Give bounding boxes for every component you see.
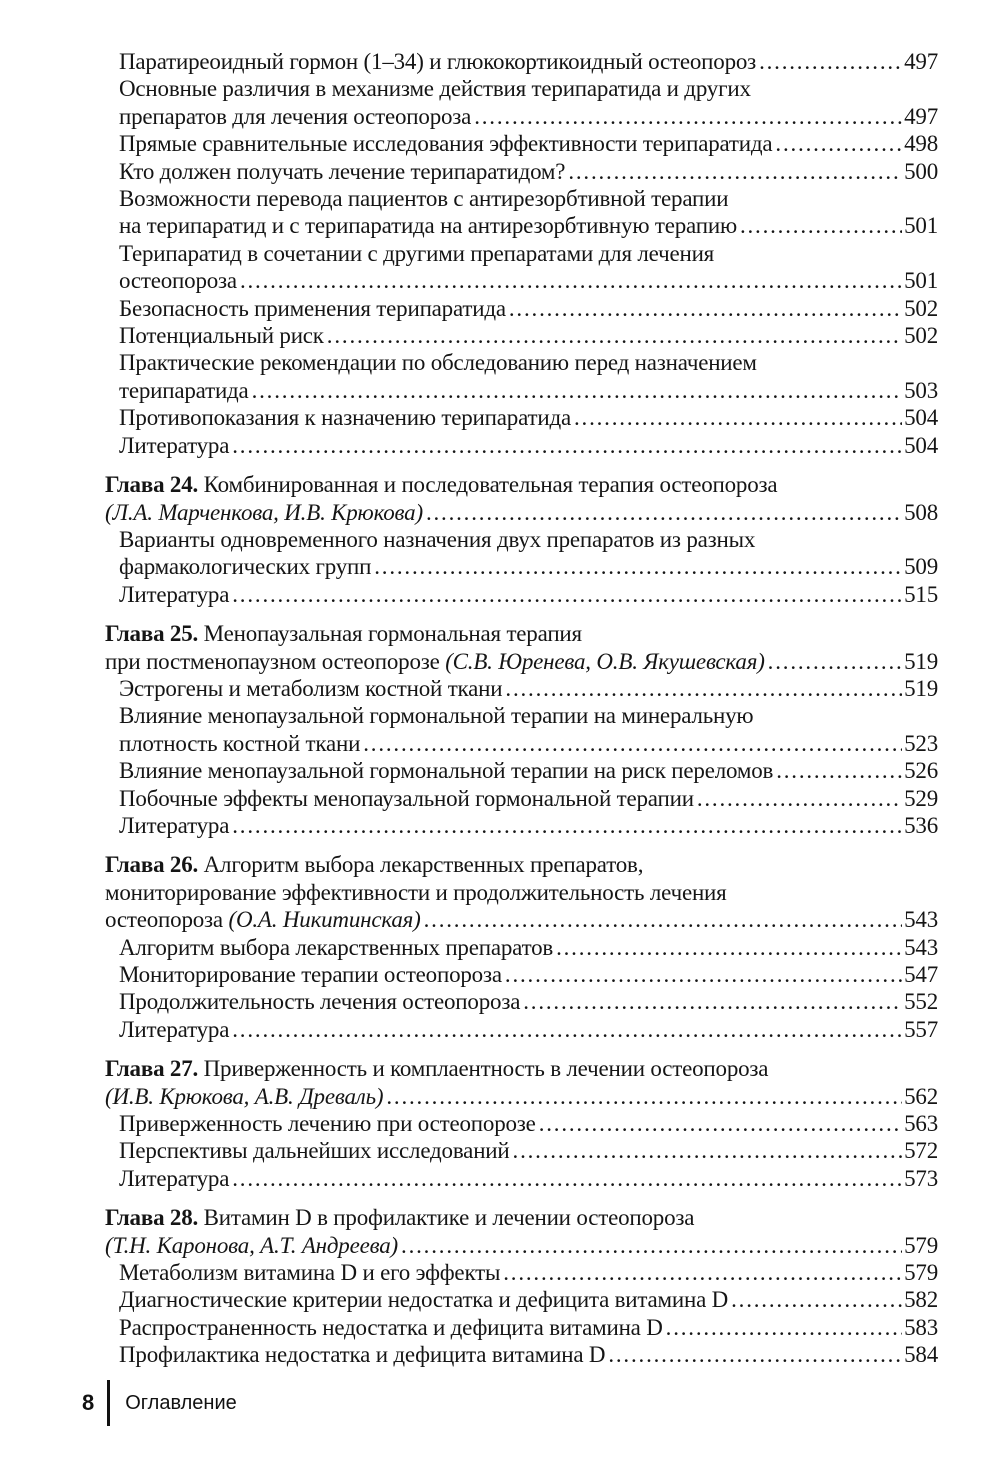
toc-line [119, 757, 938, 784]
toc-page-number: 572 [904, 1138, 938, 1164]
chapter-number-label: Глава 28. [105, 1205, 199, 1231]
toc-line [119, 322, 938, 349]
toc-line [119, 526, 938, 553]
toc-line [105, 471, 938, 498]
title-text: на терипаратид и с терипаратида на антирезорбтивную терапию [119, 213, 737, 239]
title-text: Литература [119, 432, 230, 458]
toc-entry [105, 1259, 938, 1286]
title-text: плотность костной ткани [119, 730, 361, 756]
title-text: Алгоритм выбора лекарственных препаратов [119, 934, 554, 960]
toc-entry [105, 581, 938, 608]
toc-page-number: 497 [904, 103, 938, 129]
toc-entry [105, 1341, 938, 1368]
toc-line-text [119, 812, 229, 839]
toc-page-number: 519 [904, 675, 938, 701]
title-text: Терипаратид в сочетании с другими препаратами для лечения [119, 240, 715, 266]
toc-page-number: 557 [904, 1016, 938, 1042]
toc-line-text [119, 103, 471, 130]
toc-entry [105, 620, 938, 675]
dot-leader [327, 322, 902, 349]
toc-line-text [119, 1016, 229, 1043]
toc-line-text [119, 350, 757, 375]
toc-line [119, 212, 938, 239]
toc-entry [105, 185, 938, 240]
title-text: Литература [119, 812, 230, 838]
toc-entry [105, 349, 938, 404]
title-text: Противопоказания к назначению терипаратида [119, 405, 571, 431]
title-text: Менопаузальная гормональная терапия [198, 621, 582, 647]
title-text: Варианты одновременного назначения двух препаратов из разных [119, 526, 756, 552]
toc-entry [105, 961, 938, 988]
toc-line [119, 988, 938, 1015]
toc-line [105, 879, 938, 906]
title-text: Метаболизм витамина D и его эффекты [119, 1260, 501, 1286]
toc-line-text [119, 988, 520, 1015]
toc-line-text [119, 703, 753, 728]
toc-line-text [105, 1056, 768, 1081]
toc-line [119, 1259, 938, 1286]
title-text: Безопасность применения терипаратида [119, 295, 506, 321]
toc-entry [105, 1286, 938, 1313]
toc-line [119, 702, 938, 729]
toc-page-number: 529 [904, 785, 938, 811]
toc-page-number: 504 [904, 405, 938, 431]
dot-leader [513, 1137, 903, 1164]
toc-line-text [119, 553, 371, 580]
toc-line [105, 1083, 938, 1110]
toc-line-text [119, 130, 772, 157]
title-text: Распространенность недостатка и дефицита витамина D [119, 1314, 663, 1340]
toc-page-number: 583 [904, 1314, 938, 1340]
authors-label: (Т.Н. Каронова, А.Т. Андреева) [105, 1232, 399, 1258]
toc-line [119, 48, 938, 75]
title-text: остеопороза [105, 907, 229, 933]
toc-entry [105, 158, 938, 185]
dot-leader [232, 1016, 902, 1043]
chapter-number-label: Глава 27. [105, 1056, 199, 1082]
toc-line-text [105, 1083, 383, 1110]
toc-line [119, 185, 938, 212]
toc-page-number: 573 [904, 1165, 938, 1191]
title-text: Мониторирование терапии остеопороза [119, 962, 502, 987]
title-text: Витамин D в профилактике и лечении остеопороза [198, 1205, 695, 1231]
dot-leader [775, 130, 902, 157]
toc-line [119, 1314, 938, 1341]
toc-page-number: 501 [904, 213, 938, 239]
title-text: Литература [119, 1165, 230, 1191]
toc-page-number: 504 [904, 432, 938, 458]
dot-leader [697, 785, 902, 812]
dot-leader [666, 1314, 902, 1341]
toc-entry [105, 1055, 938, 1110]
toc-line-text [119, 1165, 229, 1192]
dot-leader [556, 934, 902, 961]
dot-leader [401, 1232, 902, 1259]
toc-entry [105, 1314, 938, 1341]
toc-line [119, 1137, 938, 1164]
toc-line [119, 553, 938, 580]
dot-leader [505, 675, 902, 702]
toc-entry [105, 404, 938, 431]
toc-line-text [105, 852, 643, 877]
dot-leader [768, 648, 902, 675]
toc-line [119, 1016, 938, 1043]
toc-line-text [119, 1314, 663, 1341]
toc-line [119, 103, 938, 130]
toc-line-text [119, 76, 751, 101]
dot-leader [503, 1259, 902, 1286]
toc-page-number: 501 [904, 268, 938, 294]
toc-page-number: 579 [904, 1232, 938, 1258]
dot-leader [252, 377, 903, 404]
toc-entry [105, 1137, 938, 1164]
toc-line-text [105, 906, 421, 933]
dot-leader [568, 158, 902, 185]
toc-line-text [119, 1110, 536, 1137]
toc-entry [105, 1110, 938, 1137]
toc-page-number: 543 [904, 907, 938, 933]
toc-line-text [119, 158, 565, 185]
toc-page-number: 502 [904, 323, 938, 349]
toc-line [105, 851, 938, 878]
toc-line-text [119, 675, 502, 702]
toc-line-text [105, 648, 765, 675]
toc-line [119, 75, 938, 102]
toc-entry [105, 1016, 938, 1043]
toc-entry [105, 322, 938, 349]
toc-page-number: 552 [904, 989, 938, 1015]
toc-page-number: 536 [904, 812, 938, 838]
chapter-number-label: Глава 24. [105, 472, 199, 498]
toc-line-text [119, 581, 229, 608]
title-text: Прямые сравнительные исследования эффективности терипаратида [119, 131, 773, 157]
toc-line [119, 581, 938, 608]
toc-line [119, 240, 938, 267]
toc-line-text [119, 1286, 728, 1313]
dot-leader [232, 581, 902, 608]
dot-leader [759, 48, 902, 75]
toc-line [105, 620, 938, 647]
title-text: Основные различия в механизме действия терипаратида и других [119, 76, 751, 102]
toc-entry [105, 988, 938, 1015]
title-text: Литература [119, 1016, 230, 1042]
dot-leader [574, 404, 902, 431]
toc-entry [105, 934, 938, 961]
toc-page-number: 563 [904, 1111, 938, 1137]
toc-entry [105, 812, 938, 839]
chapter-number-label: Глава 26. [105, 852, 199, 878]
dot-leader [776, 757, 902, 784]
toc-page-number: 503 [904, 377, 938, 403]
toc-line-text [105, 621, 582, 646]
toc-entry [105, 1204, 938, 1259]
toc-line [119, 730, 938, 757]
authors-label: (Л.А. Марченкова, И.В. Крюкова) [105, 499, 423, 525]
toc-entry [105, 702, 938, 757]
title-text: препаратов для лечения остеопороза [119, 103, 472, 129]
title-text: при постменопаузном остеопорозе [105, 648, 446, 674]
toc-list [105, 48, 938, 1369]
toc-line-text [119, 377, 249, 404]
dot-leader [608, 1341, 902, 1368]
dot-leader [363, 730, 902, 757]
toc-line-text [119, 1341, 605, 1368]
toc-line-text [119, 961, 502, 988]
title-text: Практические рекомендации по обследованию перед назначением [119, 350, 757, 376]
toc-line [119, 158, 938, 185]
toc-entry [105, 295, 938, 322]
footer-page-number: 8 [82, 1390, 95, 1415]
footer-section-label: Оглавление [125, 1391, 237, 1414]
toc-line-text [119, 295, 506, 322]
title-text: Паратиреоидный гормон (1–34) и глюкокортикоидный остеопороз [119, 49, 757, 74]
dot-leader [386, 1083, 902, 1110]
title-text: Перспективы дальнейших исследований [119, 1138, 510, 1164]
dot-leader [539, 1110, 902, 1137]
toc-entry [105, 240, 938, 295]
authors-label: (С.В. Юренева, О.В. Якушевская) [445, 648, 765, 674]
toc-line-text [119, 404, 571, 431]
toc-line [119, 349, 938, 376]
toc-line-text [119, 267, 237, 294]
toc-line [119, 295, 938, 322]
toc-line [119, 404, 938, 431]
toc-line [119, 934, 938, 961]
dot-leader [740, 212, 902, 239]
toc-line [119, 1110, 938, 1137]
toc-line-text [119, 48, 756, 75]
toc-line-text [105, 499, 423, 526]
toc-page-number: 519 [904, 648, 938, 674]
toc-page-number: 508 [904, 499, 938, 525]
title-text: мониторирование эффективности и продолжительность лечения [105, 879, 727, 905]
toc-page-number: 515 [904, 581, 938, 607]
toc-line-text [105, 880, 727, 905]
toc-line [105, 648, 938, 675]
dot-leader [232, 812, 902, 839]
toc-entry [105, 130, 938, 157]
toc-line [105, 1204, 938, 1231]
title-text: Алгоритм выбора лекарственных препаратов, [198, 852, 644, 878]
toc-entry [105, 757, 938, 784]
toc-line-text [105, 1205, 694, 1230]
title-text: Литература [119, 581, 230, 607]
toc-line-text [119, 934, 553, 961]
chapter-number-label: Глава 25. [105, 621, 199, 647]
toc-line-text [119, 241, 714, 266]
toc-entry [105, 471, 938, 526]
page-footer [82, 1380, 237, 1426]
toc-line [119, 961, 938, 988]
title-text: Эстрогены и метаболизм костной ткани [119, 675, 503, 701]
title-text: Возможности перевода пациентов с антирезорбтивной терапии [119, 186, 729, 212]
dot-leader [474, 103, 902, 130]
toc-page-number: 500 [904, 158, 938, 184]
toc-page-number: 498 [904, 131, 938, 157]
toc-line-text [105, 472, 777, 497]
dot-leader [509, 295, 902, 322]
toc-page-number: 547 [904, 962, 938, 987]
toc-line [105, 1232, 938, 1259]
title-text: терипаратида [119, 377, 249, 403]
dot-leader [232, 432, 902, 459]
toc-line-text [119, 527, 755, 552]
authors-label: (И.В. Крюкова, А.В. Древаль) [105, 1083, 384, 1109]
authors-label: (О.А. Никитинская) [228, 907, 421, 933]
title-text: Кто должен получать лечение терипаратидом? [119, 158, 566, 184]
toc-line-text [105, 1232, 398, 1259]
toc-page-number: 582 [904, 1287, 938, 1313]
toc-page-number: 523 [904, 730, 938, 756]
toc-line [119, 1165, 938, 1192]
toc-line [105, 906, 938, 933]
dot-leader [424, 906, 902, 933]
toc-entry [105, 75, 938, 130]
title-text: остеопороза [119, 268, 237, 294]
toc-page-number: 502 [904, 295, 938, 321]
toc-line-text [119, 730, 360, 757]
toc-page-number: 509 [904, 554, 938, 580]
title-text: Комбинированная и последовательная терапия остеопороза [198, 472, 778, 498]
title-text: Потенциальный риск [119, 323, 324, 349]
footer-divider [107, 1380, 110, 1426]
dot-leader [523, 988, 902, 1015]
dot-leader [731, 1286, 902, 1313]
toc-page-number: 579 [904, 1260, 938, 1286]
title-text: Продолжительность лечения остеопороза [119, 989, 521, 1015]
dot-leader [505, 961, 902, 988]
title-text: Приверженность лечению при остеопорозе [119, 1111, 536, 1137]
toc-page-number: 526 [904, 758, 938, 784]
dot-leader [240, 267, 902, 294]
toc-line-text [119, 186, 728, 211]
toc-line-text [119, 212, 737, 239]
toc-line [119, 785, 938, 812]
toc-entry [105, 48, 938, 75]
toc-line [119, 432, 938, 459]
toc-line-text [119, 432, 229, 459]
toc-page-number: 497 [904, 49, 938, 74]
toc-entry [105, 675, 938, 702]
dot-leader [426, 499, 902, 526]
toc-line [119, 377, 938, 404]
toc-page-number: 584 [904, 1342, 938, 1368]
toc-entry [105, 785, 938, 812]
toc-page-number: 562 [904, 1083, 938, 1109]
toc-line [119, 130, 938, 157]
toc-line [119, 267, 938, 294]
toc-line [105, 499, 938, 526]
toc-line [119, 1286, 938, 1313]
toc-line-text [119, 1259, 500, 1286]
title-text: Профилактика недостатка и дефицита витамина D [119, 1342, 606, 1368]
title-text: Влияние менопаузальной гормональной терапии на минеральную [119, 703, 754, 729]
title-text: Диагностические критерии недостатка и дефицита витамина D [119, 1287, 729, 1313]
dot-leader [232, 1165, 902, 1192]
title-text: фармакологических групп [119, 554, 372, 580]
dot-leader [374, 553, 902, 580]
toc-entry [105, 851, 938, 933]
toc-entry [105, 526, 938, 581]
toc-line [119, 675, 938, 702]
toc-line [119, 812, 938, 839]
toc-line-text [119, 322, 324, 349]
toc-line-text [119, 757, 773, 784]
title-text: Приверженность и комплаентность в лечении остеопороза [198, 1056, 769, 1082]
toc-line [105, 1055, 938, 1082]
toc-entry [105, 432, 938, 459]
toc-line-text [119, 1137, 510, 1164]
toc-line-text [119, 785, 694, 812]
toc-entry [105, 1165, 938, 1192]
title-text: Влияние менопаузальной гормональной терапии на риск переломов [119, 758, 774, 784]
toc-line [119, 1341, 938, 1368]
title-text: Побочные эффекты менопаузальной гормональной терапии [119, 785, 694, 811]
toc-page-number: 543 [904, 934, 938, 960]
